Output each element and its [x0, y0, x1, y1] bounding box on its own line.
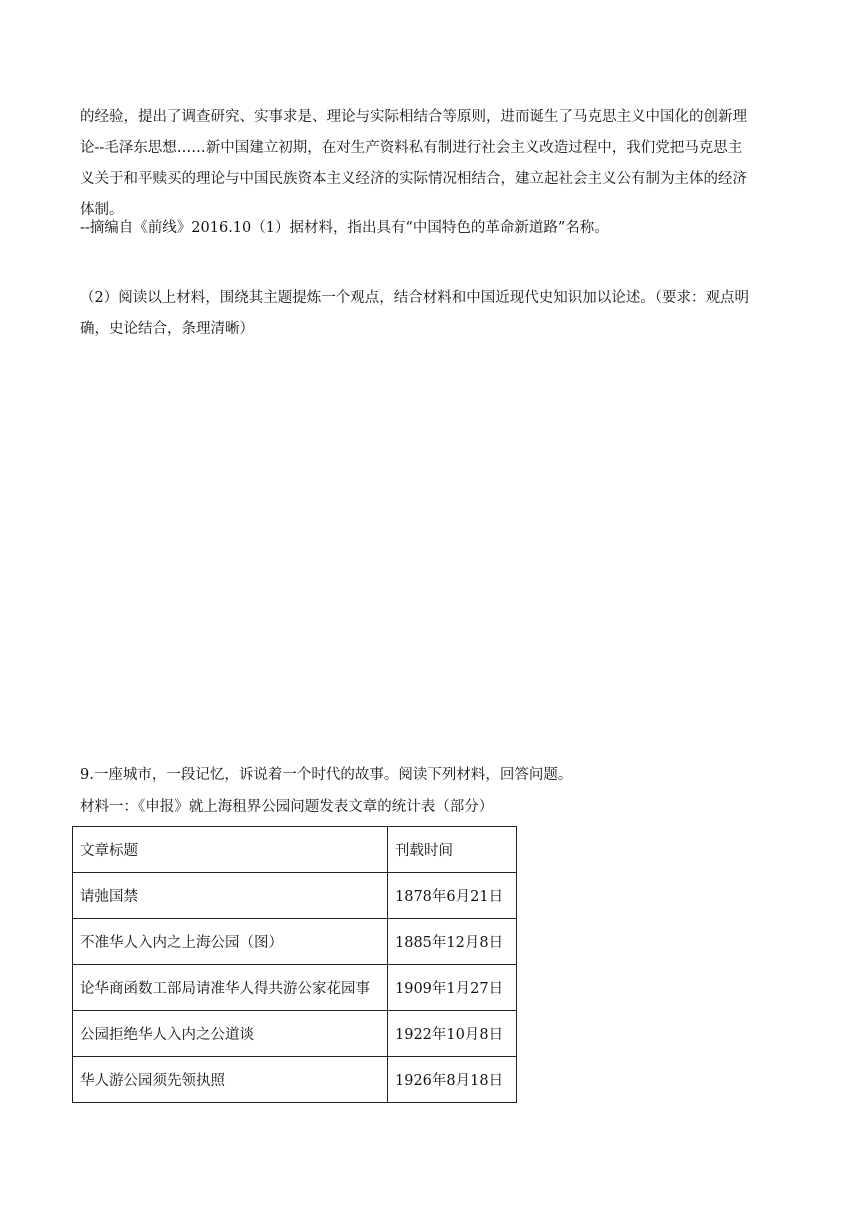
- table-cell-date: 1922年10月8日: [388, 1011, 517, 1057]
- material-line: 的经验，提出了调查研究、实事求是、理论与实际相结合等原则，进而诞生了马克思主义中国化的创新理: [80, 109, 747, 125]
- table-row: [73, 1011, 517, 1057]
- table-row: [73, 965, 517, 1011]
- material-line: 义关于和平赎买的理论与中国民族资本主义经济的实际情况相结合，建立起社会主义公有制为主体的经济: [80, 171, 747, 187]
- question-9-text: 9.一座城市，一段记忆，诉说着一个时代的故事。阅读下列材料，回答问题。: [80, 767, 573, 783]
- table-cell-date: 1878年6月21日: [388, 873, 517, 919]
- material-1-caption: [80, 792, 780, 823]
- material-paragraph: [80, 102, 780, 226]
- question-2-line: （2）阅读以上材料，围绕其主题提炼一个观点，结合材料和中国近现代史知识加以论述。（要求：观点明: [80, 290, 749, 306]
- table-header-title: 文章标题: [73, 827, 388, 873]
- question-9-stem: [80, 760, 780, 791]
- table-header-row: [73, 827, 517, 873]
- table-header-date: 刊载时间: [388, 827, 517, 873]
- table-cell-title: 公园拒绝华人入内之公道谈: [73, 1011, 388, 1057]
- source-line: --摘编自《前线》2016.10（1）据材料，指出具有“中国特色的革命新道路”名称。: [80, 220, 609, 236]
- material-1-caption-text: 材料一：《申报》就上海租界公园问题发表文章的统计表（部分）: [80, 799, 494, 815]
- table-cell-date: 1885年12月8日: [388, 919, 517, 965]
- table-row: [73, 919, 517, 965]
- table-cell-title: 请弛国禁: [73, 873, 388, 919]
- table-cell-date: 1909年1月27日: [388, 965, 517, 1011]
- material-line: 论--毛泽东思想……新中国建立初期，在对生产资料私有制进行社会主义改造过程中，我们党把马克思主: [80, 140, 743, 156]
- table-row: [73, 1057, 517, 1103]
- question-2-line: 确，史论结合，条理清晰）: [80, 321, 254, 337]
- article-stats-table: [72, 826, 517, 1103]
- source-and-question-1: [80, 213, 780, 244]
- table-row: [73, 873, 517, 919]
- table-cell-title: 论华商函数工部局请准华人得共游公家花园事: [73, 965, 388, 1011]
- question-2: [80, 283, 780, 345]
- table-cell-date: 1926年8月18日: [388, 1057, 517, 1103]
- table-cell-title: 华人游公园须先领执照: [73, 1057, 388, 1103]
- material-line: 体制。: [80, 202, 124, 218]
- table-cell-title: 不准华人入内之上海公园（图）: [73, 919, 388, 965]
